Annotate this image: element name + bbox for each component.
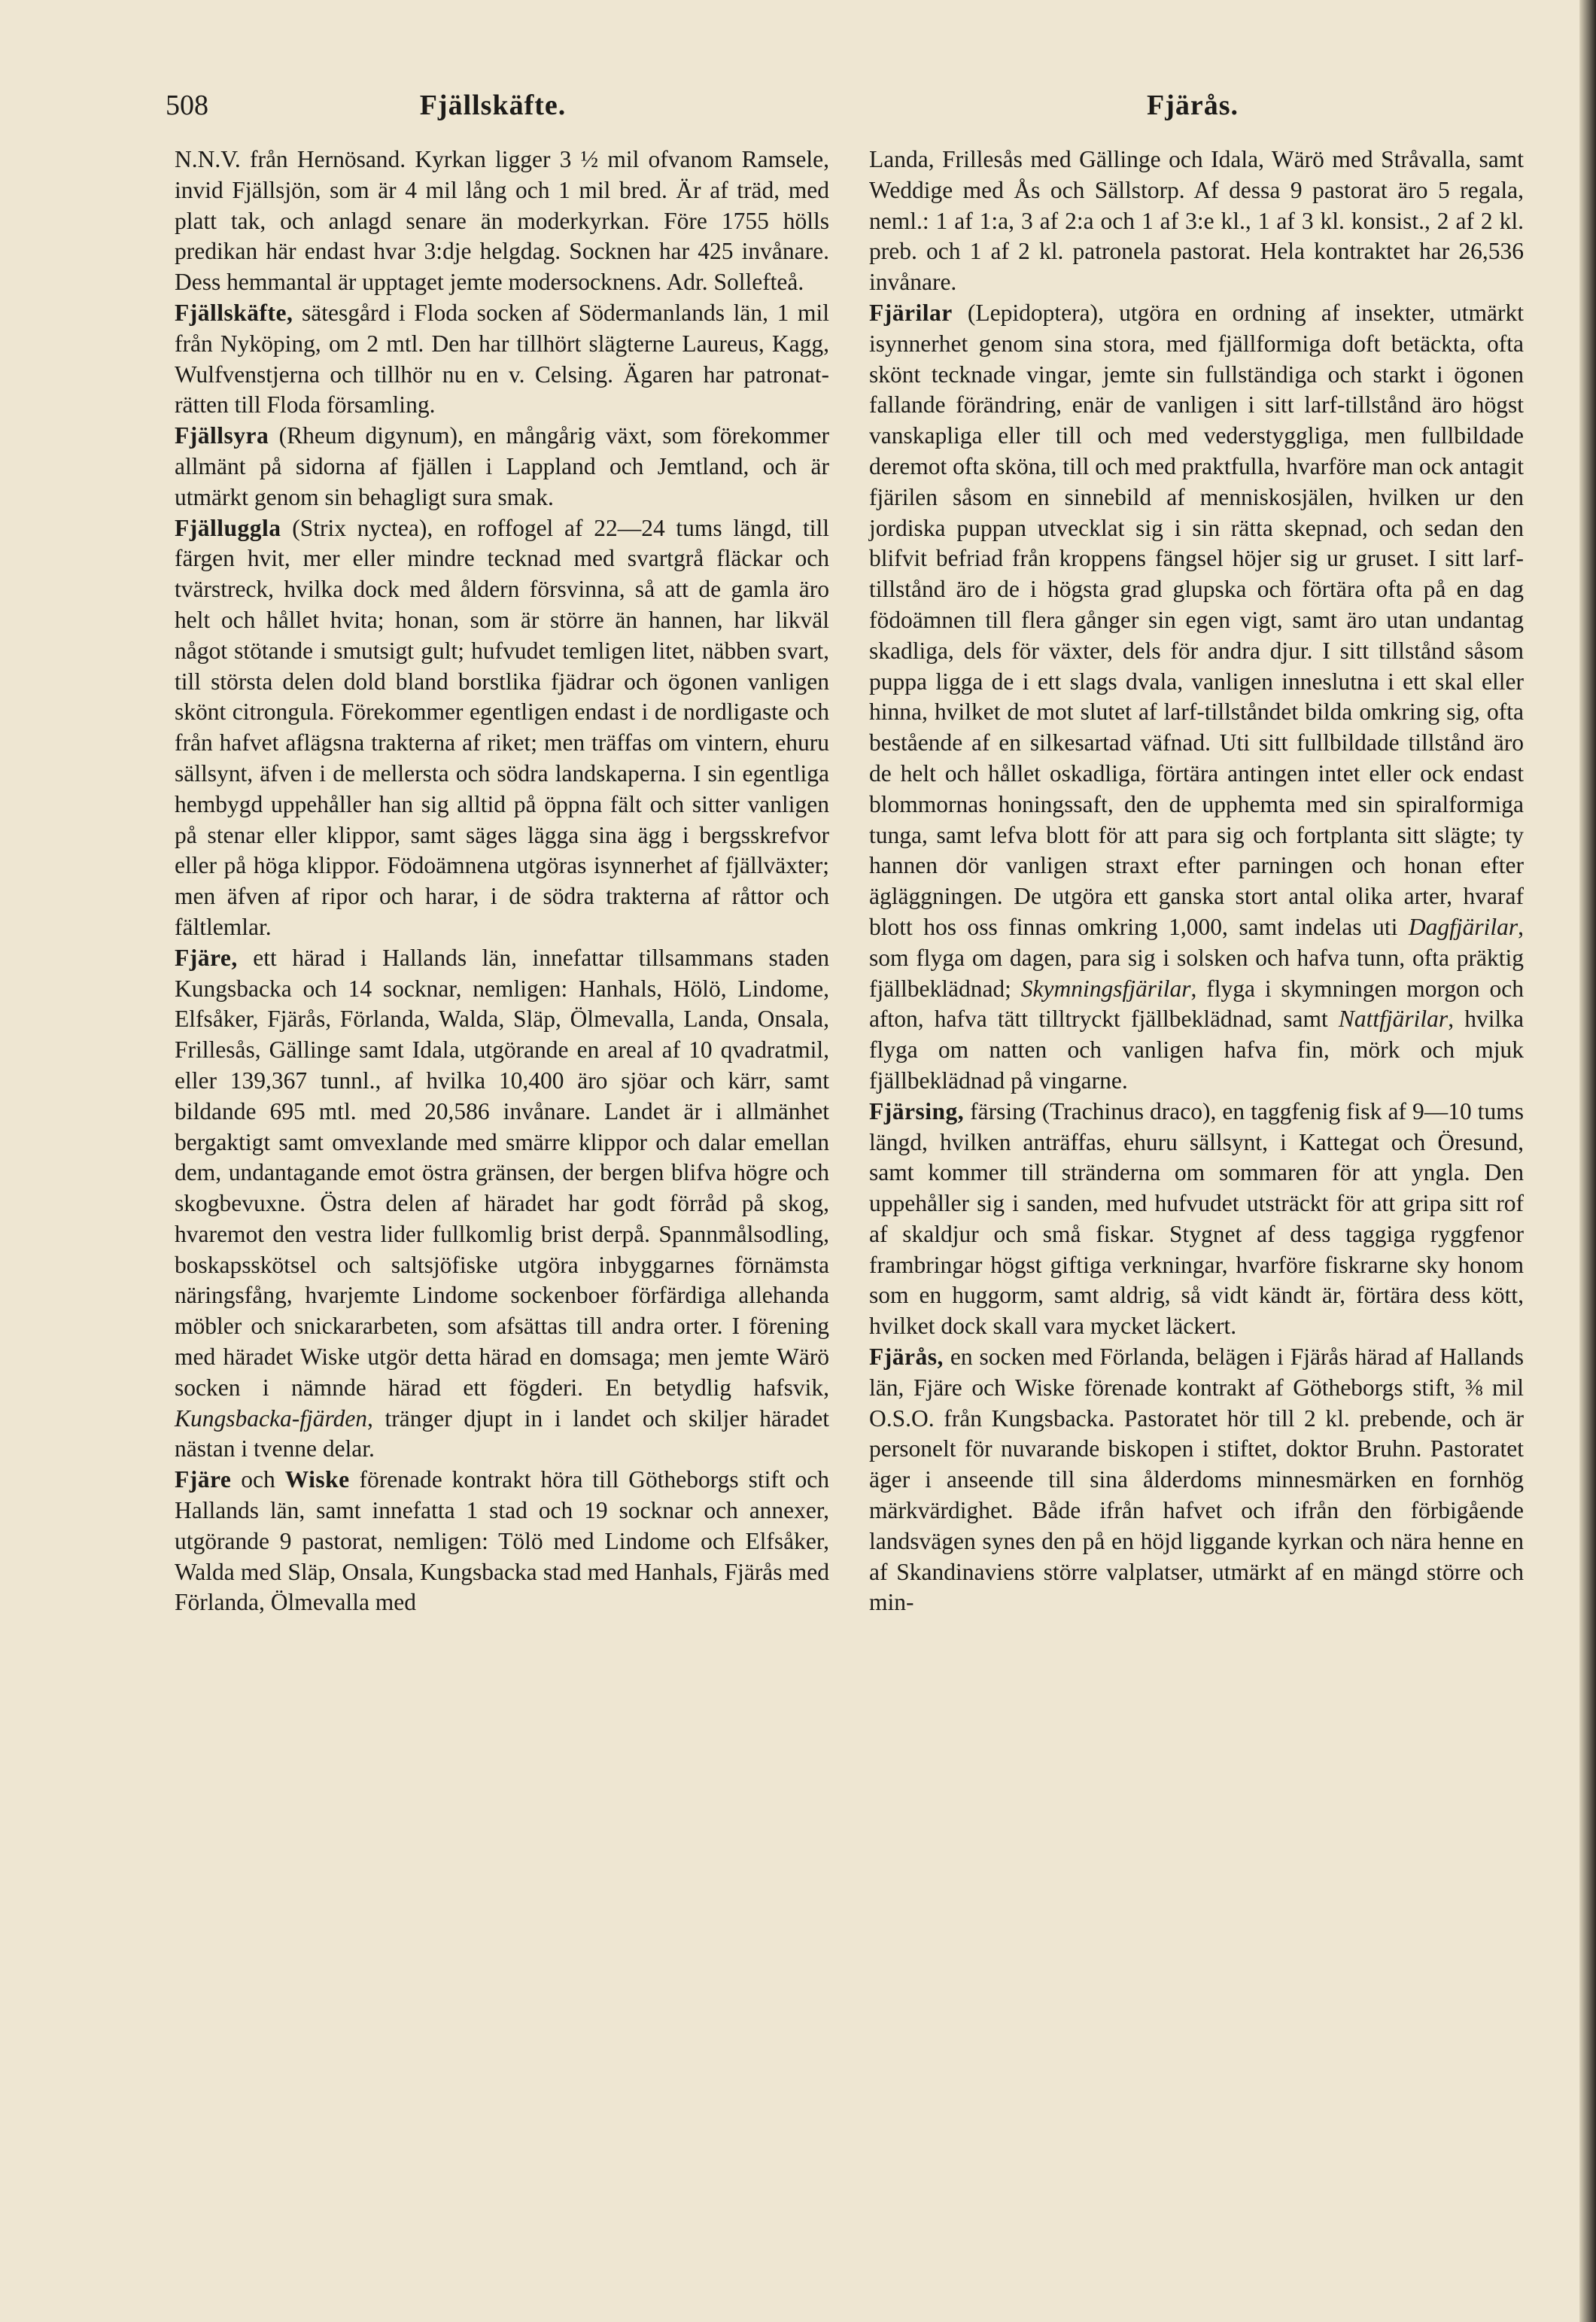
entry-continuation xyxy=(869,145,1524,298)
running-header xyxy=(166,89,1520,134)
entry-text: ett härad i Hallands län, innefattar tillsammans staden Kungsbacka och 14 socknar, nemligen: Hanhals, Hölö, Lindome, Elfsåker, Fjärås, Förlanda, Walda, Släp, Ölmevalla, Landa, Onsala, Frillesås, Gällinge samt Idala, utgörande en areal af 10 qvadratmil, eller 139,367 tunnl., af hvilka 10,400 äro sjöar och kärr, samt bildande 695 mtl. med 20,586 invånare. Landet är i allmänhet bergaktigt samt omvexlande med smärre klippor och dalar emellan dem, undantagande emot östra gränsen, der bergen blifva högre och skogbevuxne. Östra delen af häradet har godt förråd på skog, hvaremot den vestra lider fullkomlig brist derpå. Spannmålsodling, boskapsskötsel och saltsjöfiske utgöra inbyggarnes förnämsta näringsfång, hvarjemte Lindome sockenboer förfärdiga allehanda möbler och snickararbeten, som afsättas till andra orter. I förening med häradet Wiske utgör detta härad en domsaga; men jemte Wärö socken i nämnde härad ett fögderi. En betydlig hafsvik, xyxy=(175,944,829,1401)
entry-continuation xyxy=(175,145,829,298)
entry-text: (Lepidoptera), utgöra en ordning af insekter, utmärkt isynnerhet genom sina stora, med fjällformiga doft betäckta, ofta skönt tecknade vingar, jemte sin fullständiga och starkt i ögonen fallande förändring, enär de vanligen i sitt larf-tillstånd äro högst vanskapliga eller till och med vederstyggliga, men fullbildade deremot ofta sköna, till och med praktfulla, hvarföre man ock antagit fjärilen såsom en sinnebild af menniskosjälen, hvilken ur den jordiska puppan utvecklat sig i sin rätta skepnad, och sedan den blifvit befriad från kroppens fängsel höjer sig ur gruset. I sitt larf-tillstånd äro de i högsta grad glupska och förtära ofta på en dag födoämnen till flera gånger sin egen vigt, samt äro utan undantag skadliga, dels för växter, dels för andra djur. I sitt tillstånd såsom puppa ligga de i ett slags dvala, vanligen inneslutna i ett skal eller hinna, hvilket de mot slutet af larf-tillståndet bilda omkring sig, ofta bestående af en silkesartad väfnad. Uti sitt fullbildade tillstånd äro de helt och hållet oskadliga, förtära antingen intet eller ock endast blommornas honingssaft, den de upphemta med sin spiralformiga tunga, samt lefva blott för att para sig och fortplanta sitt slägte; ty hannen dör vanligen straxt efter parningen och honan efter ägläggningen. De utgöra ett ganska stort antal olika arter, hvaraf blott hos oss finnas omkring 1,000, samt indelas uti xyxy=(869,299,1524,940)
entry-mid: och xyxy=(231,1466,285,1493)
entry-italic: Dagfjärilar xyxy=(1408,913,1518,940)
entry-headword: Fjäre xyxy=(175,1466,232,1493)
entry-italic: Kungsbacka-fjärden xyxy=(175,1404,368,1432)
entry-headword-2: Wiske xyxy=(284,1466,350,1493)
entry-text: förenade kontrakt höra till Götheborgs stift och Hallands län, samt innefatta 1 stad och 19 socknar och annexer, utgörande 9 pastorat, nemligen: Tölö med Lindome och Elfsåker, Walda med Släp, Onsala, Kungsbacka stad med Hanhals, Fjärås med Förlanda, Ölmevalla med xyxy=(175,1466,829,1616)
entry-italic: Nattfjärilar xyxy=(1338,1006,1449,1033)
entry-italic: Skymningsfjärilar xyxy=(1020,975,1191,1002)
entry-fjallskafte xyxy=(175,298,829,421)
entry-headword: Fjällskäfte, xyxy=(175,299,293,326)
entry-text-after: , tränger djupt in i landet och skiljer häradet nästan i tvenne delar. xyxy=(175,1404,829,1462)
entry-fjaras xyxy=(869,1342,1524,1618)
page-number: 508 xyxy=(166,90,208,121)
entry-fjalluggla xyxy=(175,513,829,943)
entry-fjallsyra xyxy=(175,421,829,513)
entry-headword: Fjärsing, xyxy=(869,1097,965,1124)
entry-fjare-wiske xyxy=(175,1465,829,1618)
entry-headword: Fjällsyra xyxy=(175,422,269,449)
entry-headword: Fjärås, xyxy=(869,1344,944,1371)
entry-text: Landa, Frillesås med Gällinge och Idala, Wärö med Stråvalla, samt Weddige med Ås och Sällstorp. Af dessa 9 pastorat äro 5 regala, neml.: 1 af 1:a, 3 af 2:a och 1 af 3:e kl., 1 af 3 kl. konsist., 2 af 2 kl. preb. och 1 af 2 kl. patronela pastorat. Hela kontraktet har 26,536 invånare. xyxy=(869,146,1524,296)
left-column xyxy=(175,145,829,1618)
entry-text: färsing (Trachinus draco), en taggfenig fisk af 9—10 tums längd, hvilken anträffas, ehuru sällsynt, i Kattegat och Öresund, samt kommer till stränderna om sommaren för att yngla. Den uppehåller sig i sanden, med hufvudet utsträckt för att gripa sitt rof af skaldjur och små fiskar. Stygnet af dess taggiga ryggfenor frambringar högst giftiga verkningar, hvarföre fiskrarne sky honom som en huggorm, samt aldrig, så vidt kändt är, förtära dess kött, hvilket dock skall vara mycket läckert. xyxy=(869,1097,1525,1340)
entry-fjarsing xyxy=(869,1097,1524,1342)
right-column xyxy=(869,145,1524,1618)
entry-text: sätesgård i Floda socken af Södermanlands län, 1 mil från Nyköping, om 2 mtl. Den har tillhört slägterne Laureus, Kagg, Wulfvenstjerna och tillhör nu en v. Celsing. Ägaren har patronat-rätten till Floda församling. xyxy=(175,299,830,418)
right-running-head: Fjärås. xyxy=(1146,90,1239,121)
entry-headword: Fjärilar xyxy=(869,299,953,326)
entry-text: , flyga i skymningen morgon och afton, hafva tätt tilltryckt fjällbeklädnad, samt xyxy=(869,975,1524,1033)
entry-text: , hvilka flyga om natten och vanligen hafva fin, mörk och mjuk fjällbeklädnad på vingarne. xyxy=(869,1006,1524,1094)
page-edge xyxy=(1579,0,1596,2322)
entry-headword: Fjälluggla xyxy=(175,514,281,541)
entry-fjare xyxy=(175,943,829,1465)
left-running-head: Fjällskäfte. xyxy=(419,90,567,121)
entry-text: N.N.V. från Hernösand. Kyrkan ligger 3 ½ mil ofvanom Ramsele, invid Fjällsjön, som är 4 mil lång och 1 mil bred. Är af träd, med platt tak, och anlagd senare än moderkyrkan. Före 1755 hölls predikan här endast hvar 3:dje helgdag. Socknen har 425 invånare. Dess hemmantal är upptaget jemte modersocknens. Adr. Sollefteå. xyxy=(175,146,829,296)
entry-fjarilar xyxy=(869,298,1524,1097)
entry-text: , som flyga om dagen, para sig i solsken och hafva tunn, ofta präktig fjällbeklädnad; xyxy=(869,913,1524,1002)
entry-text: (Strix nyctea), en roffogel af 22—24 tums längd, till färgen hvit, mer eller mindre tecknad med svartgrå fläckar och tvärstreck, hvilka dock med åldern försvinna, så att de gamla äro helt och hållet hvita; honan, som är större än hannen, har likväl något stötande i smutsigt gult; hufvudet temligen litet, näbben svart, till största delen dold bland borstlika fjädrar och ögonen vanligen skönt citrongula. Förekommer egentligen endast i de nordligaste och från hafvet aflägsna trakterna af riket; men träffas om vintern, ehuru sällsynt, äfven i de mellersta och södra landskaperna. I sin egentliga hembygd uppehåller han sig alltid på öppna fält och sitter vanligen på stenar eller klippor, samt säges lägga sina ägg i bergsskrefvor eller på höga klippor. Födoämnena utgöras isynnerhet af fjällväxter; men äfven af ripor och harar, i de södra trakterna af råttor och fältlemlar. xyxy=(175,514,829,940)
entry-headword: Fjäre, xyxy=(175,944,238,971)
entry-text: en socken med Förlanda, belägen i Fjärås härad af Hallands län, Fjäre och Wiske förenade kontrakt af Götheborgs stift, ⅜ mil O.S.O. från Kungsbacka. Pastoratet hör till 2 kl. prebende, och är personelt för nuvarande biskopen i stiftet, doktor Bruhn. Pastoratet äger i anseende till sina ålderdoms minnesmärken en fornhög märkvärdighet. Både ifrån hafvet och ifrån den förbigående landsvägen synes den på en höjd liggande kyrkan och nära henne en af Skandinaviens större valplatser, utmärkt af en mängd större och min- xyxy=(869,1344,1525,1616)
entry-text: (Rheum digynum), en mångårig växt, som förekommer allmänt på sidorna af fjällen i Lappland och Jemtland, och är utmärkt genom sin behagligt sura smak. xyxy=(175,422,830,510)
